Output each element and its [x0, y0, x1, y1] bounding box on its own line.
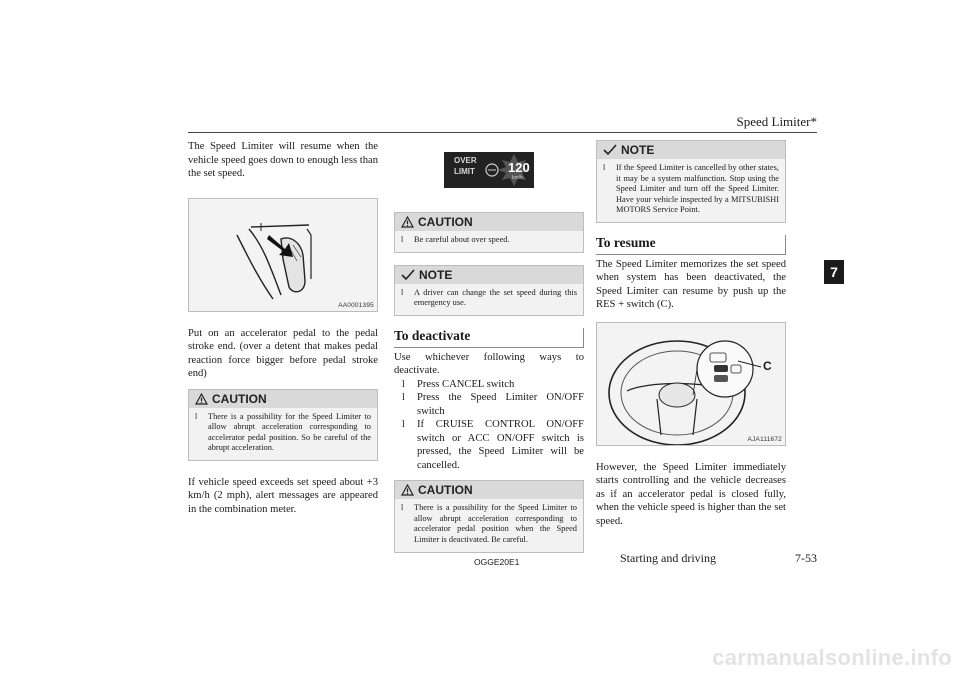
column-1	[188, 140, 378, 516]
bullet-icon: l	[401, 235, 404, 244]
note-title: NOTE	[419, 267, 453, 282]
note-check-icon	[603, 144, 617, 156]
caution-title: CAUTION	[212, 391, 267, 406]
warning-triangle-icon	[195, 393, 208, 405]
caution-header	[189, 390, 377, 408]
note-check-icon	[401, 269, 415, 281]
header-rule	[188, 132, 817, 133]
warning-triangle-icon	[401, 484, 414, 496]
caution-box	[394, 212, 584, 253]
however-paragraph: However, the Speed Limiter immediately starts controlling and the vehicle decreases as if an accelerator pedal is closed fully, when the vehicle speed is higher than the set speed.	[596, 461, 786, 527]
steering-wheel-illustration	[597, 323, 785, 445]
figure-code: AJA111672	[747, 435, 782, 443]
note-item: l A driver can change the set speed during this emergency use.	[401, 287, 577, 308]
list-item: l If CRUISE CONTROL ON/OFF switch or ACC ON/OFF switch is pressed, the Speed Limiter will be cancelled.	[402, 419, 584, 471]
display-speed: 120	[508, 160, 530, 175]
chapter-tab: 7	[824, 260, 844, 284]
note-item: l If the Speed Limiter is cancelled by other states, it may be a system malfunction. Stop using the Speed Limiter and turn off the Speed Limiter. Have your vehicle inspected by a MITSUBISHI MOTORS Service Point.	[603, 163, 779, 215]
alert-paragraph: If vehicle speed exceeds set speed about +3 km/h (2 mph), alert messages are appeared in the combination meter.	[188, 476, 378, 515]
resume-paragraph: The Speed Limiter will resume when the vehicle speed goes down to enough less than the set speed.	[188, 141, 378, 179]
over-limit-display	[444, 152, 534, 188]
pedal-paragraph: Put on an accelerator pedal to the pedal stroke end. (over a detent that makes pedal reaction force bigger before pedal stroke end)	[188, 327, 378, 379]
note-box	[596, 140, 786, 223]
bullet-icon: l	[401, 287, 404, 297]
display-limit-text: LIMIT	[454, 167, 475, 176]
footer-section-title: Starting and driving	[620, 551, 716, 565]
watermark-text: carmanualsonline.info	[712, 645, 952, 670]
bullet-icon: l	[195, 411, 198, 421]
bullet-icon: l	[402, 419, 405, 431]
list-item: l Press CANCEL switch	[402, 378, 515, 390]
caution-item: l There is a possibility for the Speed Limiter to allow abrupt acceleration corresponding to accelerator pedal position. So be careful of the abrupt acceleration.	[195, 411, 371, 453]
bullet-icon: l	[402, 378, 405, 390]
figure-code: AA0001395	[338, 301, 374, 309]
deactivate-intro: Use whichever following ways to deactivate.	[394, 351, 584, 377]
caution-title: CAUTION	[418, 483, 473, 498]
caution-box	[394, 480, 584, 552]
steering-wheel-figure	[596, 322, 786, 446]
accelerator-pedal-illustration	[189, 199, 377, 311]
bullet-icon: l	[402, 392, 405, 404]
display-unit: km/h	[512, 175, 523, 181]
running-header-title: Speed Limiter*	[736, 114, 817, 129]
resume-paragraph: The Speed Limiter memorizes the set speed when system has been deactivated, the Speed Limiter can resume by push up the RES + switch (C).	[596, 258, 786, 311]
note-title: NOTE	[621, 143, 655, 157]
bullet-icon: l	[401, 503, 404, 513]
note-box	[394, 265, 584, 316]
caution-item: l There is a possibility for the Speed Limiter to allow abrupt acceleration corresponding to accelerator pedal position when the Speed Limiter is deactivated. Be careful.	[401, 503, 577, 545]
caution-item: l Be careful about over speed.	[401, 235, 510, 244]
list-item: l Press the Speed Limiter ON/OFF switch	[402, 392, 584, 417]
section-heading-resume: To resume	[596, 235, 786, 255]
document-code: OGGE20E1	[474, 557, 520, 567]
caution-box	[188, 389, 378, 461]
warning-triangle-icon	[401, 216, 414, 228]
pedal-figure	[188, 198, 378, 312]
page-number: 7-53	[795, 551, 817, 565]
column-2	[394, 140, 584, 553]
display-over-text: OVER	[454, 156, 477, 165]
column-3	[596, 140, 786, 528]
caution-title: CAUTION	[418, 215, 473, 229]
figure-label-c: C	[763, 358, 772, 373]
bullet-icon: l	[603, 163, 606, 172]
section-heading-deactivate: To deactivate	[394, 328, 584, 348]
